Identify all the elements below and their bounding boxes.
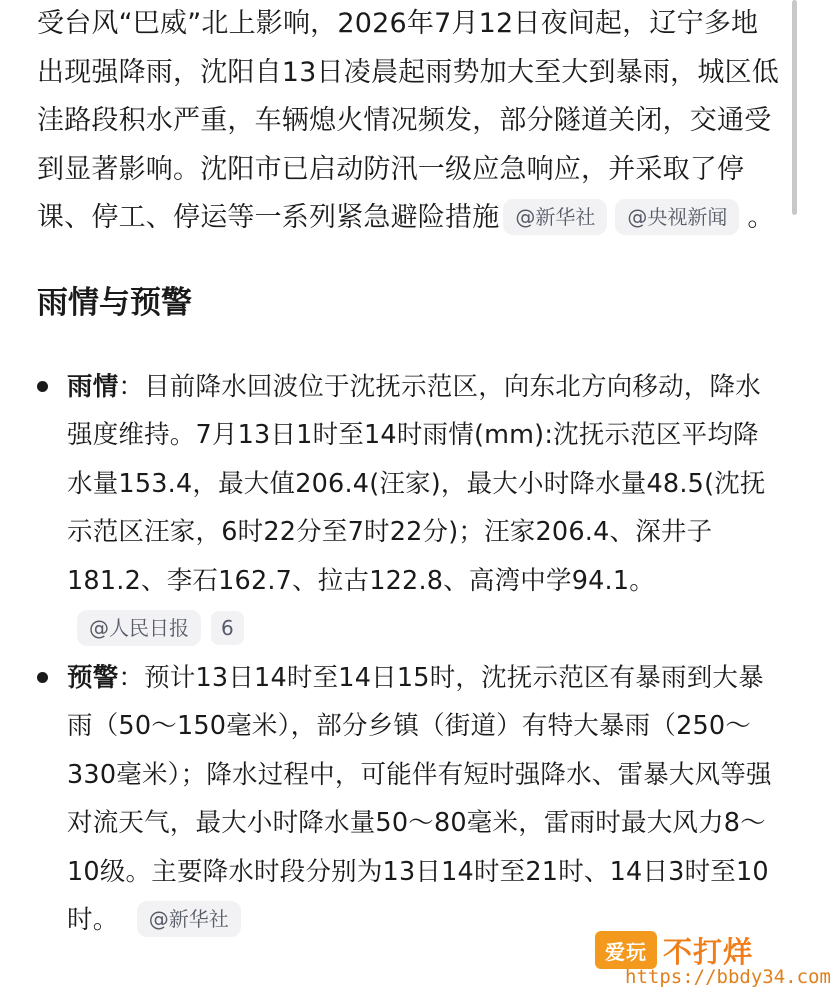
- source-chip-xinhua-2[interactable]: @新华社: [137, 901, 241, 937]
- bullet-label-warning: 预警: [67, 662, 119, 693]
- bullet-dot-icon: [37, 381, 48, 392]
- intro-paragraph: [37, 0, 782, 243]
- bullet-separator: ：: [118, 371, 145, 402]
- section-heading: 雨情与预警: [37, 284, 192, 321]
- bullet-text-warning: 预计13日14时至14日15时，沈抚示范区有暴雨到大暴雨（50～150毫米），部分乡镇（街道）有特大暴雨（250～330毫米）；降水过程中，可能伴有短时强降水、雷暴大风等强对流天气，最大小时降水量50～80毫米，雷雨时最大风力8～10级。主要降水时段分别为13日14时至21时、14日3时至10时。: [67, 662, 772, 935]
- intro-end-punct: 。: [747, 202, 775, 233]
- intro-text: 受台风“巴威”北上影响，2026年7月12日夜间起，辽宁多地出现强降雨，沈阳自13日凌晨起雨势加大至大到暴雨，城区低洼路段积水严重，车辆熄火情况频发，部分隧道关闭，交通受到显著影响。沈阳市已启动防汛一级应急响应，并采取了停课、停工、停运等一系列紧急避险措施: [37, 8, 779, 233]
- bullet-list: [37, 363, 782, 945]
- watermark-brand: 不打烊: [663, 934, 754, 969]
- source-count-badge[interactable]: 6: [211, 611, 244, 645]
- bullet-label-rain: 雨情: [67, 371, 119, 402]
- scrollbar-thumb[interactable]: [792, 0, 797, 215]
- bullet-dot-icon: [37, 672, 48, 683]
- source-chip-cctv[interactable]: @央视新闻: [615, 199, 739, 235]
- bullet-text-rain: 目前降水回波位于沈抚示范区，向东北方向移动，降水强度维持。7月13日1时至14时雨情(mm):沈抚示范区平均降水量153.4，最大值206.4(汪家)，最大小时降水量48.5(沈抚示范区汪家，6时22分至7时22分)；汪家206.4、深井子181.2、李石162.7、拉古122.8、高湾中学94.1。: [67, 371, 766, 596]
- list-item-warning: [37, 654, 782, 945]
- source-chip-xinhua[interactable]: @新华社: [503, 199, 607, 235]
- bullet-separator: ：: [118, 662, 145, 693]
- article-content: [37, 0, 782, 945]
- source-chip-peoples-daily[interactable]: @人民日报: [77, 610, 201, 646]
- watermark-url: https://bbdy34.com: [625, 966, 831, 988]
- list-item-rain: [37, 363, 782, 654]
- watermark-logo: 爱玩: [595, 931, 657, 969]
